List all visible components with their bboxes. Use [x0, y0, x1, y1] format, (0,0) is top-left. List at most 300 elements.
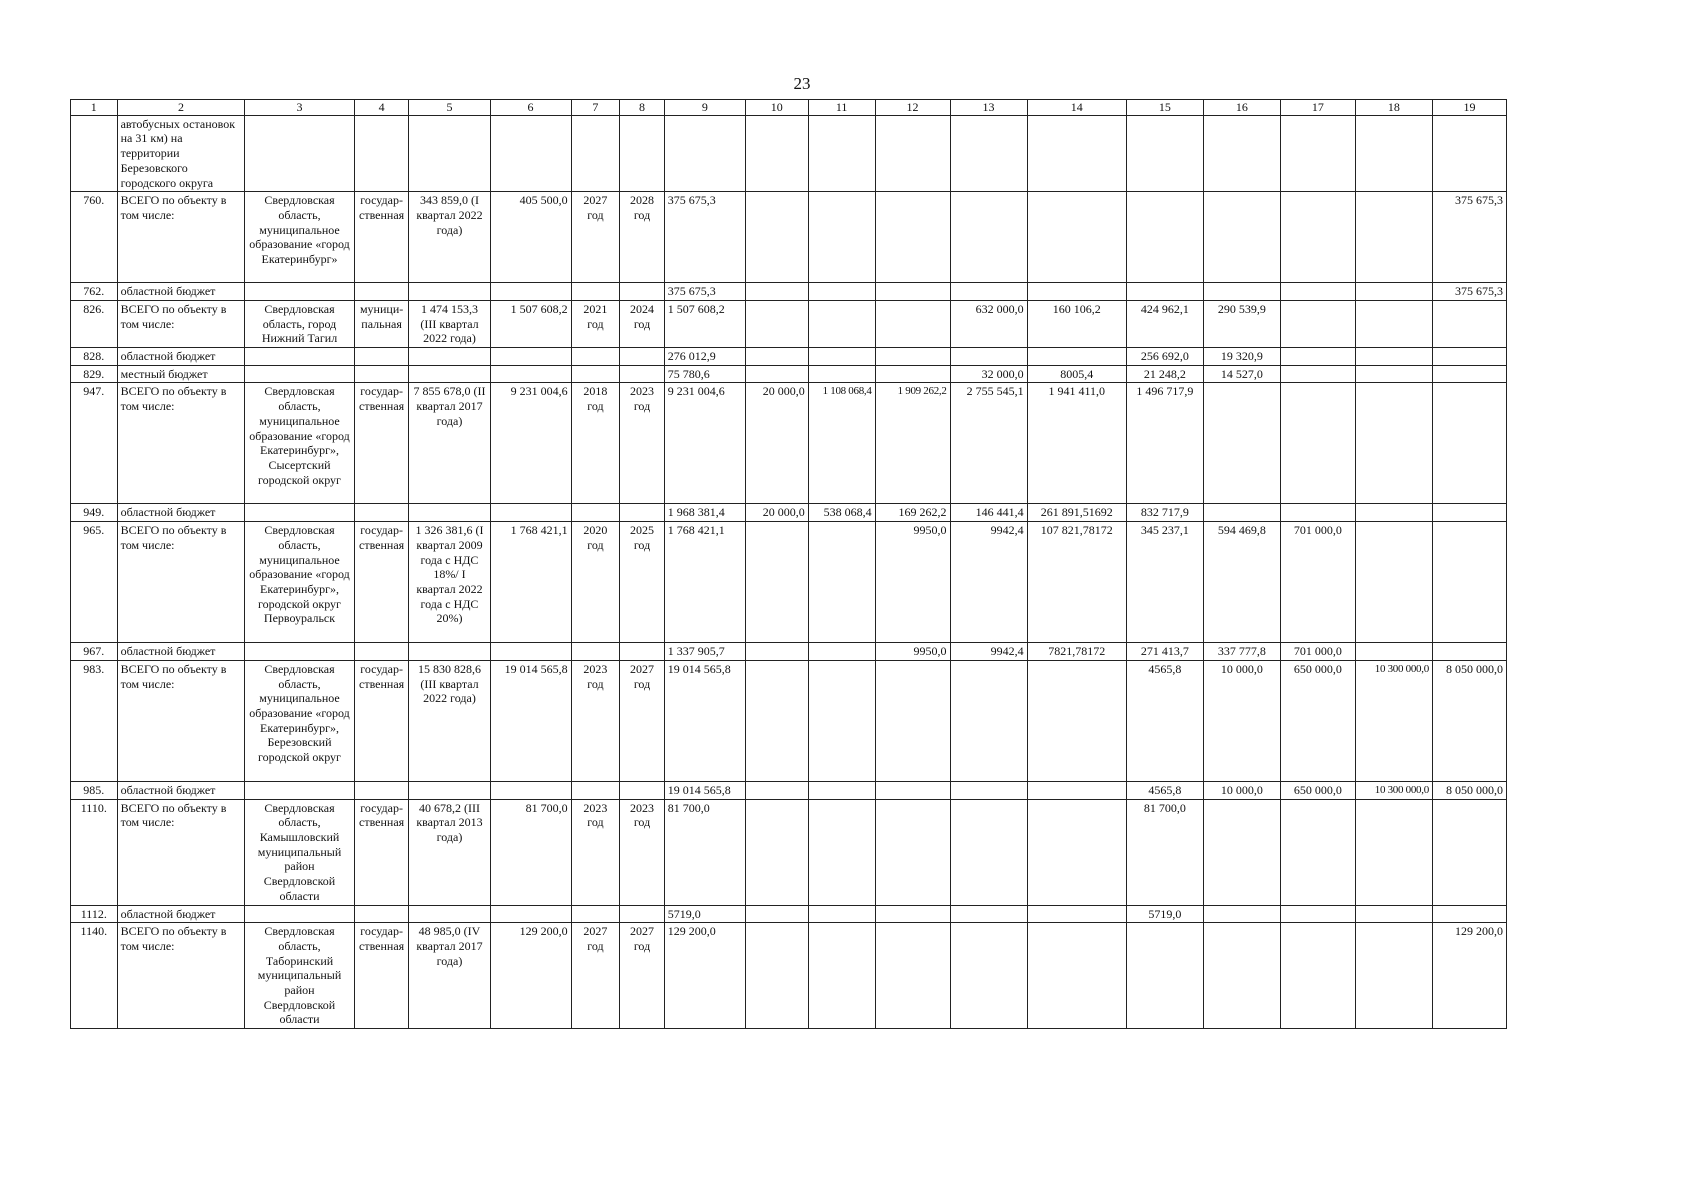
table-cell: 375 675,3 — [664, 283, 745, 301]
table-row — [71, 905, 1507, 923]
table-cell: 2023 год — [571, 799, 620, 905]
table-cell — [875, 905, 950, 923]
table-cell: 424 962,1 — [1126, 300, 1203, 347]
table-cell — [1355, 905, 1432, 923]
table-cell: 129 200,0 — [490, 923, 571, 1029]
table-cell: 343 859,0 (I квартал 2022 года) — [409, 192, 490, 283]
table-cell — [1280, 192, 1355, 283]
table-cell — [245, 504, 354, 522]
row-number-cell: 829. — [71, 365, 118, 383]
table-cell: Свердловская область, муниципальное образование «город Екатеринбург» — [245, 192, 354, 283]
table-cell: 2020 год — [571, 522, 620, 643]
table-cell — [664, 115, 745, 192]
table-cell: 2027 год — [620, 923, 665, 1029]
table-cell: 19 014 565,8 — [490, 660, 571, 781]
table-cell: 2023 год — [620, 383, 665, 504]
table-cell — [1126, 192, 1203, 283]
table-cell — [745, 522, 808, 643]
table-cell: 375 675,3 — [1432, 192, 1506, 283]
table-row — [71, 300, 1507, 347]
table-cell — [950, 348, 1027, 366]
table-cell: 375 675,3 — [664, 192, 745, 283]
table-cell — [490, 115, 571, 192]
row-label-cell: областной бюджет — [117, 283, 245, 301]
table-cell: 9942,4 — [950, 643, 1027, 661]
table-cell — [1027, 348, 1126, 366]
column-number: 3 — [245, 100, 354, 116]
row-number-cell: 1110. — [71, 799, 118, 905]
table-cell — [745, 300, 808, 347]
table-row — [71, 383, 1507, 504]
table-row — [71, 923, 1507, 1029]
table-cell: 9950,0 — [875, 643, 950, 661]
table-cell: 1 326 381,6 (I квартал 2009 года с НДС 18%/ I квартал 2022 года с НДС 20%) — [409, 522, 490, 643]
row-label-cell: ВСЕГО по объекту в том числе: — [117, 923, 245, 1029]
table-cell — [571, 365, 620, 383]
table-cell: 1 941 411,0 — [1027, 383, 1126, 504]
table-cell — [1280, 283, 1355, 301]
table-cell: 40 678,2 (III квартал 2013 года) — [409, 799, 490, 905]
table-cell — [1027, 781, 1126, 799]
budget-table — [70, 99, 1507, 1029]
table-cell — [354, 283, 409, 301]
table-cell — [1355, 348, 1432, 366]
continuation-row — [71, 115, 1507, 192]
table-cell — [875, 799, 950, 905]
table-cell: 271 413,7 — [1126, 643, 1203, 661]
table-cell — [1355, 522, 1432, 643]
table-cell — [808, 923, 875, 1029]
table-cell — [875, 283, 950, 301]
table-cell: 650 000,0 — [1280, 781, 1355, 799]
table-row — [71, 365, 1507, 383]
table-cell: 129 200,0 — [1432, 923, 1506, 1029]
table-cell: 9 231 004,6 — [664, 383, 745, 504]
table-cell — [571, 115, 620, 192]
table-cell — [409, 115, 490, 192]
table-cell: государ-ственная — [354, 660, 409, 781]
table-cell — [1203, 115, 1280, 192]
table-cell: 701 000,0 — [1280, 643, 1355, 661]
table-cell: 129 200,0 — [664, 923, 745, 1029]
column-number: 15 — [1126, 100, 1203, 116]
table-cell — [745, 923, 808, 1029]
table-body — [71, 100, 1507, 1029]
table-cell: 538 068,4 — [808, 504, 875, 522]
table-cell: 15 830 828,6 (III квартал 2022 года) — [409, 660, 490, 781]
table-cell — [1280, 348, 1355, 366]
table-cell — [1203, 283, 1280, 301]
table-cell — [1280, 383, 1355, 504]
table-cell: 10 300 000,0 — [1355, 660, 1432, 781]
table-cell: 2025 год — [620, 522, 665, 643]
table-cell: 2027 год — [571, 192, 620, 283]
column-number: 2 — [117, 100, 245, 116]
table-cell — [808, 115, 875, 192]
table-cell: муници-пальная — [354, 300, 409, 347]
column-number: 18 — [1355, 100, 1432, 116]
row-label-cell: областной бюджет — [117, 643, 245, 661]
table-cell: 2023 год — [571, 660, 620, 781]
table-cell — [1126, 115, 1203, 192]
table-cell — [571, 348, 620, 366]
table-cell — [1126, 283, 1203, 301]
table-cell: 1 909 262,2 — [875, 383, 950, 504]
column-number: 6 — [490, 100, 571, 116]
row-number-cell: 949. — [71, 504, 118, 522]
table-cell: 81 700,0 — [1126, 799, 1203, 905]
table-cell — [1355, 283, 1432, 301]
table-cell — [950, 660, 1027, 781]
table-cell: 7821,78172 — [1027, 643, 1126, 661]
table-cell — [1027, 115, 1126, 192]
table-cell — [490, 781, 571, 799]
table-cell — [1027, 905, 1126, 923]
table-cell: 345 237,1 — [1126, 522, 1203, 643]
table-cell — [745, 905, 808, 923]
table-cell — [245, 905, 354, 923]
table-cell — [571, 504, 620, 522]
table-cell — [490, 504, 571, 522]
row-label-cell: ВСЕГО по объекту в том числе: — [117, 522, 245, 643]
table-cell — [1203, 383, 1280, 504]
table-row — [71, 283, 1507, 301]
table-cell — [1280, 905, 1355, 923]
table-cell: 832 717,9 — [1126, 504, 1203, 522]
table-cell — [409, 348, 490, 366]
table-cell: 32 000,0 — [950, 365, 1027, 383]
table-cell — [490, 643, 571, 661]
table-cell — [808, 283, 875, 301]
table-cell — [245, 365, 354, 383]
table-cell — [808, 781, 875, 799]
table-cell — [1355, 300, 1432, 347]
table-cell: государ-ственная — [354, 923, 409, 1029]
table-cell — [620, 781, 665, 799]
table-cell — [745, 115, 808, 192]
table-cell — [875, 781, 950, 799]
table-cell: 256 692,0 — [1126, 348, 1203, 366]
table-cell: 146 441,4 — [950, 504, 1027, 522]
table-cell — [620, 905, 665, 923]
table-cell — [1432, 365, 1506, 383]
table-cell — [875, 192, 950, 283]
table-cell — [409, 781, 490, 799]
table-cell — [409, 504, 490, 522]
table-cell — [354, 348, 409, 366]
table-cell — [808, 643, 875, 661]
table-cell — [354, 504, 409, 522]
table-cell — [409, 643, 490, 661]
table-cell: 20 000,0 — [745, 504, 808, 522]
table-cell: Свердловская область, муниципальное образование «город Екатеринбург», Сысертский городской округ — [245, 383, 354, 504]
table-cell — [620, 283, 665, 301]
table-cell — [808, 522, 875, 643]
row-label-cell: ВСЕГО по объекту в том числе: — [117, 300, 245, 347]
row-label-cell: местный бюджет — [117, 365, 245, 383]
table-cell — [1432, 348, 1506, 366]
column-number: 19 — [1432, 100, 1506, 116]
table-cell: 1 337 905,7 — [664, 643, 745, 661]
table-cell: 4565,8 — [1126, 660, 1203, 781]
table-cell: 107 821,78172 — [1027, 522, 1126, 643]
table-cell — [875, 660, 950, 781]
row-number-cell: 760. — [71, 192, 118, 283]
table-cell: 650 000,0 — [1280, 660, 1355, 781]
table-cell — [1027, 799, 1126, 905]
table-cell — [745, 781, 808, 799]
table-cell — [1203, 192, 1280, 283]
table-cell — [808, 799, 875, 905]
table-cell: Свердловская область, муниципальное образование «город Екатеринбург», Березовский городской округ — [245, 660, 354, 781]
column-number: 1 — [71, 100, 118, 116]
table-cell: 8 050 000,0 — [1432, 660, 1506, 781]
table-cell: 19 320,9 — [1203, 348, 1280, 366]
table-cell — [409, 283, 490, 301]
table-cell — [745, 643, 808, 661]
table-row — [71, 522, 1507, 643]
table-cell — [571, 283, 620, 301]
table-cell — [245, 348, 354, 366]
table-cell — [1432, 643, 1506, 661]
table-cell: 8 050 000,0 — [1432, 781, 1506, 799]
table-cell — [354, 643, 409, 661]
table-cell — [1280, 799, 1355, 905]
table-cell — [1432, 300, 1506, 347]
column-number: 4 — [354, 100, 409, 116]
table-cell — [620, 504, 665, 522]
table-cell: 261 891,51692 — [1027, 504, 1126, 522]
table-cell: 2021 год — [571, 300, 620, 347]
table-cell — [950, 781, 1027, 799]
table-cell — [571, 781, 620, 799]
table-cell — [490, 283, 571, 301]
row-number-cell: 1140. — [71, 923, 118, 1029]
table-cell: 2023 год — [620, 799, 665, 905]
table-cell: 1 968 381,4 — [664, 504, 745, 522]
table-row — [71, 348, 1507, 366]
table-cell — [1432, 504, 1506, 522]
column-number: 17 — [1280, 100, 1355, 116]
row-number-cell: 985. — [71, 781, 118, 799]
table-cell — [1203, 923, 1280, 1029]
column-number: 12 — [875, 100, 950, 116]
table-cell — [571, 905, 620, 923]
table-cell — [1280, 115, 1355, 192]
row-label-cell: ВСЕГО по объекту в том числе: — [117, 799, 245, 905]
table-cell — [808, 348, 875, 366]
table-cell — [1203, 799, 1280, 905]
table-cell — [745, 192, 808, 283]
table-cell — [1432, 799, 1506, 905]
table-cell: 21 248,2 — [1126, 365, 1203, 383]
table-cell: 2024 год — [620, 300, 665, 347]
table-cell: 4565,8 — [1126, 781, 1203, 799]
table-cell — [354, 905, 409, 923]
column-number: 13 — [950, 100, 1027, 116]
row-label-cell: областной бюджет — [117, 348, 245, 366]
row-label-cell: областной бюджет — [117, 905, 245, 923]
table-cell — [1355, 504, 1432, 522]
table-cell — [490, 365, 571, 383]
table-cell — [354, 365, 409, 383]
table-cell: 81 700,0 — [664, 799, 745, 905]
table-cell — [745, 660, 808, 781]
table-cell — [745, 283, 808, 301]
table-cell: 375 675,3 — [1432, 283, 1506, 301]
table-cell: государ-ственная — [354, 522, 409, 643]
table-cell — [950, 115, 1027, 192]
row-label-cell: ВСЕГО по объекту в том числе: — [117, 192, 245, 283]
table-cell — [620, 643, 665, 661]
budget-table-wrapper — [70, 99, 1507, 1029]
column-number: 7 — [571, 100, 620, 116]
table-cell — [1280, 504, 1355, 522]
row-label-cell: областной бюджет — [117, 781, 245, 799]
row-number-cell: 826. — [71, 300, 118, 347]
table-cell — [1355, 383, 1432, 504]
table-cell: государ-ственная — [354, 383, 409, 504]
table-cell — [409, 905, 490, 923]
table-cell — [950, 923, 1027, 1029]
table-cell: 337 777,8 — [1203, 643, 1280, 661]
table-cell — [1280, 923, 1355, 1029]
table-cell — [571, 643, 620, 661]
table-cell — [1432, 115, 1506, 192]
table-cell: 2028 год — [620, 192, 665, 283]
table-cell: 10 300 000,0 — [1355, 781, 1432, 799]
row-number-cell: 1112. — [71, 905, 118, 923]
table-row — [71, 504, 1507, 522]
table-cell — [1280, 365, 1355, 383]
table-cell — [71, 115, 118, 192]
table-cell: 10 000,0 — [1203, 781, 1280, 799]
table-cell: 1 507 608,2 — [490, 300, 571, 347]
table-cell: 20 000,0 — [745, 383, 808, 504]
table-cell: 1 108 068,4 — [808, 383, 875, 504]
object-name-cell: автобусных остановок на 31 км) на территории Березовского городского округа — [117, 115, 245, 192]
table-cell — [620, 365, 665, 383]
table-cell: 9 231 004,6 — [490, 383, 571, 504]
table-cell — [620, 115, 665, 192]
table-cell — [354, 115, 409, 192]
table-cell — [1355, 643, 1432, 661]
table-cell — [808, 905, 875, 923]
table-cell: 2027 год — [620, 660, 665, 781]
table-cell — [808, 300, 875, 347]
table-cell: 2027 год — [571, 923, 620, 1029]
table-cell: 1 496 717,9 — [1126, 383, 1203, 504]
table-cell: 405 500,0 — [490, 192, 571, 283]
table-cell — [245, 781, 354, 799]
table-cell — [808, 192, 875, 283]
table-cell — [1432, 522, 1506, 643]
table-cell — [1432, 383, 1506, 504]
table-cell — [950, 799, 1027, 905]
table-cell — [808, 660, 875, 781]
table-cell: 19 014 565,8 — [664, 660, 745, 781]
table-cell: Свердловская область, город Нижний Тагил — [245, 300, 354, 347]
table-cell — [245, 283, 354, 301]
table-cell: Свердловская область, муниципальное образование «город Екатеринбург», городской округ Первоуральск — [245, 522, 354, 643]
row-label-cell: ВСЕГО по объекту в том числе: — [117, 383, 245, 504]
row-number-cell: 983. — [71, 660, 118, 781]
column-number: 14 — [1027, 100, 1126, 116]
table-row — [71, 660, 1507, 781]
table-cell: 75 780,6 — [664, 365, 745, 383]
table-row — [71, 781, 1507, 799]
table-cell: 701 000,0 — [1280, 522, 1355, 643]
table-cell — [1203, 504, 1280, 522]
table-cell — [409, 365, 490, 383]
row-number-cell: 828. — [71, 348, 118, 366]
table-cell — [620, 348, 665, 366]
table-cell: 5719,0 — [664, 905, 745, 923]
table-cell: 10 000,0 — [1203, 660, 1280, 781]
table-cell — [1126, 923, 1203, 1029]
page-number: 23 — [793, 74, 811, 93]
table-cell: 276 012,9 — [664, 348, 745, 366]
table-cell — [1203, 905, 1280, 923]
table-cell: 160 106,2 — [1027, 300, 1126, 347]
table-cell: 1 768 421,1 — [490, 522, 571, 643]
column-number-row — [71, 100, 1507, 116]
table-row — [71, 192, 1507, 283]
row-number-cell: 965. — [71, 522, 118, 643]
table-cell — [1355, 365, 1432, 383]
table-cell — [875, 115, 950, 192]
table-cell: 594 469,8 — [1203, 522, 1280, 643]
table-cell — [1027, 192, 1126, 283]
column-number: 9 — [664, 100, 745, 116]
column-number: 5 — [409, 100, 490, 116]
table-cell — [1355, 799, 1432, 905]
table-cell — [1355, 192, 1432, 283]
table-row — [71, 799, 1507, 905]
table-cell — [354, 781, 409, 799]
table-cell — [808, 365, 875, 383]
table-cell: 48 985,0 (IV квартал 2017 года) — [409, 923, 490, 1029]
column-number: 10 — [745, 100, 808, 116]
table-cell: Свердловская область, Камышловский муниципальный район Свердловской области — [245, 799, 354, 905]
table-cell — [1355, 923, 1432, 1029]
table-row — [71, 643, 1507, 661]
table-cell: 1 474 153,3 (III квартал 2022 года) — [409, 300, 490, 347]
table-cell — [875, 365, 950, 383]
table-cell — [875, 923, 950, 1029]
row-label-cell: ВСЕГО по объекту в том числе: — [117, 660, 245, 781]
table-cell: 290 539,9 — [1203, 300, 1280, 347]
row-number-cell: 947. — [71, 383, 118, 504]
row-number-cell: 967. — [71, 643, 118, 661]
table-cell — [745, 365, 808, 383]
table-cell — [875, 348, 950, 366]
table-cell — [950, 905, 1027, 923]
table-cell — [245, 115, 354, 192]
table-cell — [490, 905, 571, 923]
table-cell: 169 262,2 — [875, 504, 950, 522]
table-cell: 1 768 421,1 — [664, 522, 745, 643]
table-cell: 81 700,0 — [490, 799, 571, 905]
table-cell — [1432, 905, 1506, 923]
table-cell — [950, 192, 1027, 283]
table-cell — [950, 283, 1027, 301]
table-cell: 5719,0 — [1126, 905, 1203, 923]
row-number-cell: 762. — [71, 283, 118, 301]
table-cell — [1027, 283, 1126, 301]
table-cell: государ-ственная — [354, 799, 409, 905]
table-cell: 9942,4 — [950, 522, 1027, 643]
